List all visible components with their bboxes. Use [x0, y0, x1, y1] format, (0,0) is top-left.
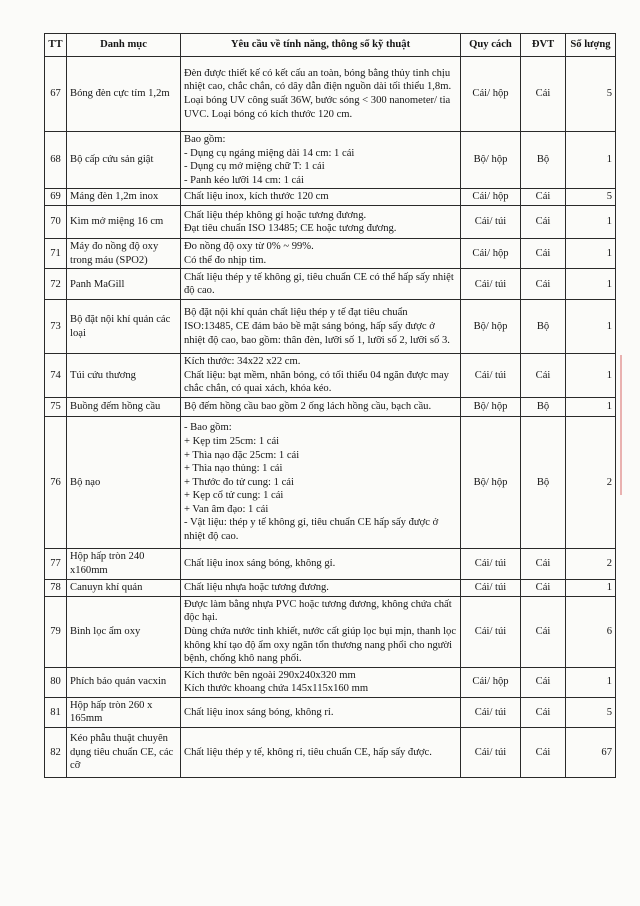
item-unit: Cái — [521, 57, 566, 132]
item-packaging: Bộ/ hộp — [461, 397, 521, 416]
table-row — [45, 239, 616, 269]
item-quantity: 6 — [566, 596, 616, 667]
item-unit: Bộ — [521, 397, 566, 416]
item-unit: Cái — [521, 269, 566, 300]
item-quantity: 1 — [566, 206, 616, 239]
item-requirements: Kích thước bên ngoài 290x240x320 mm Kích thước khoang chứa 145x115x160 mm — [181, 667, 461, 697]
table-body — [45, 57, 616, 778]
item-name: Máng đèn 1,2m inox — [67, 189, 181, 206]
item-requirements: Chất liệu thép y tế không gỉ, tiêu chuẩn CE có thể hấp sấy nhiệt độ cao. — [181, 269, 461, 300]
table-row — [45, 579, 616, 596]
table-row — [45, 697, 616, 727]
item-unit: Cái — [521, 239, 566, 269]
item-name: Canuyn khí quản — [67, 579, 181, 596]
row-number: 80 — [45, 667, 67, 697]
item-requirements: Chất liệu inox sáng bóng, không rỉ. — [181, 697, 461, 727]
item-requirements: Bộ đặt nội khí quản chất liệu thép y tế đạt tiêu chuẩn ISO:13485, CE đảm bảo bề mặt sáng bóng, hấp sấy được ở nhiệt độ cao, bao gồm: thân đèn, lưỡi số 1, lưỡi số 2, lưỡi số 3. — [181, 300, 461, 354]
row-number: 68 — [45, 132, 67, 189]
item-quantity: 1 — [566, 354, 616, 398]
table-row — [45, 667, 616, 697]
row-number: 72 — [45, 269, 67, 300]
item-requirements: Bao gồm: - Dụng cụ ngáng miệng dài 14 cm: 1 cái - Dụng cụ mở miệng chữ T: 1 cái - Panh kéo lưỡi 14 cm: 1 cái — [181, 132, 461, 189]
item-requirements: Được làm bằng nhựa PVC hoặc tương đương, không chứa chất độc hại. Dùng chứa nước tinh khiết, nước cất giúp lọc bụi mịn, thanh lọc không khí tạo độ ẩm oxy ngăn tổn thương nang phổi cho người bệnh, chống khô nang phổi. — [181, 596, 461, 667]
item-packaging: Bộ/ hộp — [461, 416, 521, 548]
table-row — [45, 300, 616, 354]
item-quantity: 1 — [566, 397, 616, 416]
item-requirements: Đèn được thiết kế có kết cấu an toàn, bóng bằng thủy tinh chịu nhiệt cao, chắc chắn, có dây dẫn điện nguồn dài tối thiểu 1,8m. Loại bóng UV công suất 36W, bước sóng < 300 nanometer/ tia UVC. Loại bóng có kích thước 120 cm. — [181, 57, 461, 132]
item-name: Hộp hấp tròn 260 x 165mm — [67, 697, 181, 727]
item-packaging: Cái/ túi — [461, 354, 521, 398]
row-number: 78 — [45, 579, 67, 596]
table-row — [45, 397, 616, 416]
item-requirements: - Bao gồm: + Kẹp tim 25cm: 1 cái + Thìa nạo đặc 25cm: 1 cái + Thìa nạo thủng: 1 cái + Thước đo tử cung: 1 cái + Kẹp cổ tử cung: 1 cái + Van âm đạo: 1 cái - Vật liệu: thép y tế không gỉ, tiêu chuẩn CE hấp sấy được ở nhiệt độ cao. — [181, 416, 461, 548]
item-requirements: Chất liệu nhựa hoặc tương đương. — [181, 579, 461, 596]
header-tt: TT — [45, 34, 67, 57]
table-row — [45, 354, 616, 398]
item-packaging: Cái/ túi — [461, 727, 521, 777]
item-requirements: Chất liệu thép y tế, không rỉ, tiêu chuẩn CE, hấp sấy được. — [181, 727, 461, 777]
item-packaging: Cái/ hộp — [461, 667, 521, 697]
item-unit: Bộ — [521, 300, 566, 354]
item-name: Bộ nạo — [67, 416, 181, 548]
item-name: Kìm mở miệng 16 cm — [67, 206, 181, 239]
item-unit: Cái — [521, 697, 566, 727]
table-row — [45, 596, 616, 667]
row-number: 77 — [45, 548, 67, 579]
item-name: Máy đo nồng độ oxy trong máu (SPO2) — [67, 239, 181, 269]
item-packaging: Cái/ túi — [461, 548, 521, 579]
item-unit: Cái — [521, 354, 566, 398]
header-unit: ĐVT — [521, 34, 566, 57]
item-requirements: Chất liệu inox sáng bóng, không gỉ. — [181, 548, 461, 579]
item-quantity: 1 — [566, 300, 616, 354]
item-requirements: Chất liệu inox, kích thước 120 cm — [181, 189, 461, 206]
header-name: Danh mục — [67, 34, 181, 57]
item-quantity: 67 — [566, 727, 616, 777]
item-packaging: Cái/ túi — [461, 596, 521, 667]
header-requirements: Yêu cầu về tính năng, thông số kỹ thuật — [181, 34, 461, 57]
row-number: 69 — [45, 189, 67, 206]
item-unit: Cái — [521, 548, 566, 579]
table-row — [45, 548, 616, 579]
item-packaging: Cái/ hộp — [461, 189, 521, 206]
table-row — [45, 132, 616, 189]
table-row — [45, 57, 616, 132]
item-requirements: Đo nồng độ oxy từ 0% ~ 99%. Có thể đo nhịp tim. — [181, 239, 461, 269]
table-row — [45, 416, 616, 548]
item-packaging: Cái/ túi — [461, 697, 521, 727]
row-number: 81 — [45, 697, 67, 727]
item-packaging: Cái/ túi — [461, 206, 521, 239]
item-name: Bộ đặt nội khí quản các loại — [67, 300, 181, 354]
item-quantity: 1 — [566, 579, 616, 596]
item-packaging: Bộ/ hộp — [461, 132, 521, 189]
item-quantity: 5 — [566, 697, 616, 727]
item-unit: Cái — [521, 189, 566, 206]
item-requirements: Kích thước: 34x22 x22 cm. Chất liệu: bạt mềm, nhãn bóng, có tối thiểu 04 ngăn được may chắc chắn, có quai xách, khóa kéo. — [181, 354, 461, 398]
row-number: 73 — [45, 300, 67, 354]
table-header — [45, 34, 616, 57]
item-name: Bộ cấp cứu sản giật — [67, 132, 181, 189]
table-row — [45, 269, 616, 300]
row-number: 75 — [45, 397, 67, 416]
item-quantity: 5 — [566, 57, 616, 132]
item-name: Hộp hấp tròn 240 x160mm — [67, 548, 181, 579]
item-name: Túi cứu thương — [67, 354, 181, 398]
table-row — [45, 206, 616, 239]
item-quantity: 1 — [566, 239, 616, 269]
item-unit: Cái — [521, 596, 566, 667]
item-unit: Cái — [521, 727, 566, 777]
specification-table — [44, 33, 616, 778]
row-number: 82 — [45, 727, 67, 777]
item-quantity: 1 — [566, 269, 616, 300]
item-quantity: 5 — [566, 189, 616, 206]
item-unit: Bộ — [521, 132, 566, 189]
item-packaging: Cái/ túi — [461, 269, 521, 300]
item-quantity: 2 — [566, 548, 616, 579]
red-stamp-edge — [620, 355, 640, 495]
item-packaging: Cái/ túi — [461, 579, 521, 596]
item-unit: Bộ — [521, 416, 566, 548]
item-name: Bình lọc ẩm oxy — [67, 596, 181, 667]
item-unit: Cái — [521, 579, 566, 596]
row-number: 79 — [45, 596, 67, 667]
item-packaging: Cái/ hộp — [461, 239, 521, 269]
item-name: Panh MaGill — [67, 269, 181, 300]
header-quantity: Số lượng — [566, 34, 616, 57]
item-requirements: Chất liệu thép không gỉ hoặc tương đương. Đạt tiêu chuẩn ISO 13485; CE hoặc tương đương. — [181, 206, 461, 239]
row-number: 70 — [45, 206, 67, 239]
row-number: 76 — [45, 416, 67, 548]
item-packaging: Bộ/ hộp — [461, 300, 521, 354]
item-unit: Cái — [521, 206, 566, 239]
item-name: Bóng đèn cực tím 1,2m — [67, 57, 181, 132]
header-packaging: Quy cách — [461, 34, 521, 57]
item-packaging: Cái/ hộp — [461, 57, 521, 132]
row-number: 74 — [45, 354, 67, 398]
item-quantity: 1 — [566, 667, 616, 697]
row-number: 67 — [45, 57, 67, 132]
item-unit: Cái — [521, 667, 566, 697]
row-number: 71 — [45, 239, 67, 269]
table-row — [45, 727, 616, 777]
item-quantity: 2 — [566, 416, 616, 548]
item-name: Phích bảo quản vacxin — [67, 667, 181, 697]
table-row — [45, 189, 616, 206]
item-name: Kéo phẫu thuật chuyên dụng tiêu chuẩn CE, các cỡ — [67, 727, 181, 777]
item-quantity: 1 — [566, 132, 616, 189]
item-name: Buồng đếm hồng cầu — [67, 397, 181, 416]
item-requirements: Bộ đếm hồng cầu bao gồm 2 ống lách hồng cầu, bạch cầu. — [181, 397, 461, 416]
